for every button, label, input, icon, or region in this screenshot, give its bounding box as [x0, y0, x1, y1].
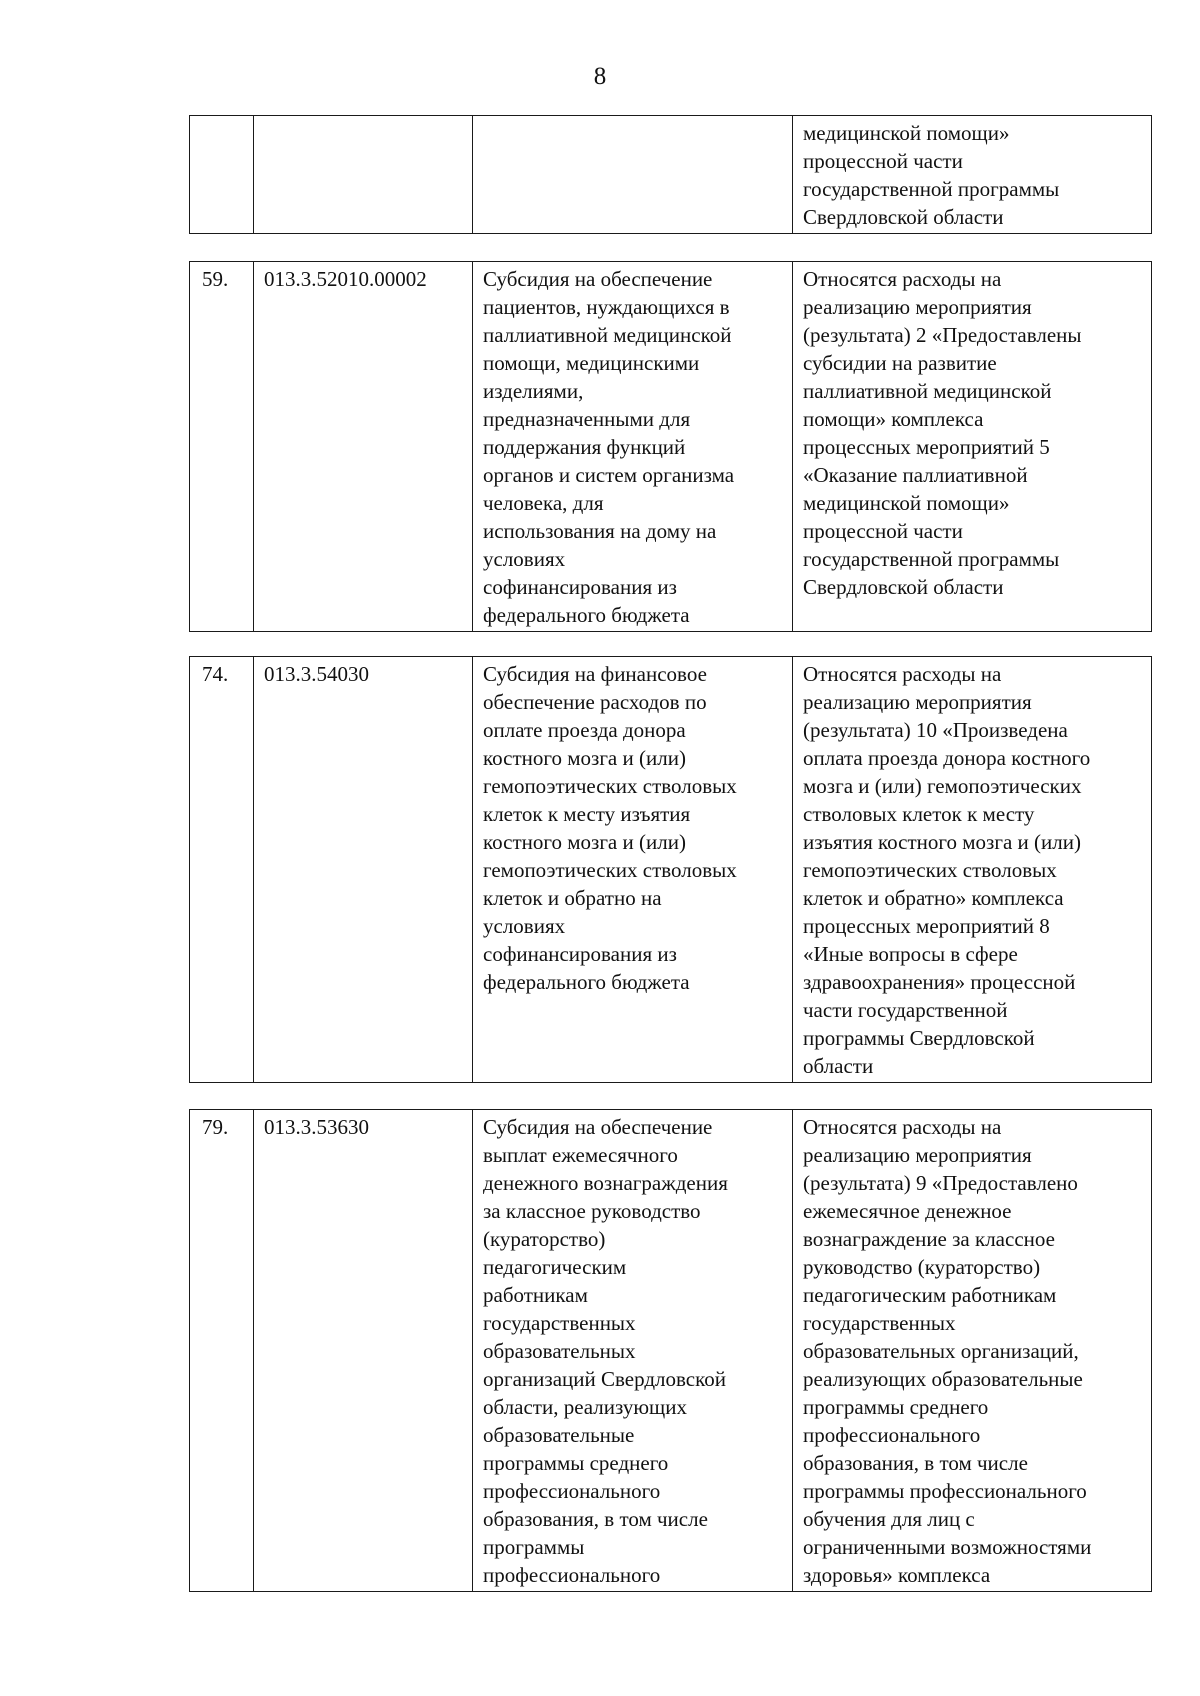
code-cell: 013.3.54030: [254, 657, 473, 1083]
code-cell: 013.3.52010.00002: [254, 262, 473, 632]
table-row: [190, 1110, 1152, 1592]
row-number-cell: [190, 116, 254, 234]
description-cell: Субсидия на обеспечение пациентов, нуждающихся в паллиативной медицинской помощи, медицинскими изделиями, предназначенными для поддержания функций органов и систем организма человека, для использования на дому на условиях софинансирования из федерального бюджета: [473, 262, 793, 632]
table-fragment-row-59: [189, 261, 1152, 632]
table-row: [190, 657, 1152, 1083]
note-cell: Относятся расходы на реализацию мероприятия (результата) 10 «Произведена оплата проезда донора костного мозга и (или) гемопоэтических стволовых клеток к месту изъятия костного мозга и (или) гемопоэтических стволовых клеток и обратно» комплекса процессных мероприятий 8 «Иные вопросы в сфере здравоохранения» процессной части государственной программы Свердловской области: [793, 657, 1152, 1083]
page-number: 8: [593, 63, 607, 90]
table-row: [190, 116, 1152, 234]
row-number-cell: 79.: [190, 1110, 254, 1592]
note-cell: Относятся расходы на реализацию мероприятия (результата) 2 «Предоставлены субсидии на развитие паллиативной медицинской помощи» комплекса процессных мероприятий 5 «Оказание паллиативной медицинской помощи» процессной части государственной программы Свердловской области: [793, 262, 1152, 632]
row-number-cell: 74.: [190, 657, 254, 1083]
table-fragment-row-74: [189, 656, 1152, 1083]
note-cell: Относятся расходы на реализацию мероприятия (результата) 9 «Предоставлено ежемесячное денежное вознаграждение за классное руководство (кураторство) педагогическим работникам государственных образовательных организаций, реализующих образовательные программы среднего профессионального образования, в том числе программы профессионального обучения для лиц с ограниченными возможностями здоровья» комплекса: [793, 1110, 1152, 1592]
table-fragment-continued: [189, 115, 1152, 234]
code-cell: 013.3.53630: [254, 1110, 473, 1592]
description-cell: Субсидия на финансовое обеспечение расходов по оплате проезда донора костного мозга и (или) гемопоэтических стволовых клеток к месту изъятия костного мозга и (или) гемопоэтических стволовых клеток и обратно на условиях софинансирования из федерального бюджета: [473, 657, 793, 1083]
note-cell: медицинской помощи» процессной части государственной программы Свердловской области: [793, 116, 1152, 234]
table-row: [190, 262, 1152, 632]
code-cell: [254, 116, 473, 234]
table-fragment-row-79: [189, 1109, 1152, 1592]
description-cell: [473, 116, 793, 234]
description-cell: Субсидия на обеспечение выплат ежемесячного денежного вознаграждения за классное руководство (кураторство) педагогическим работникам государственных образовательных организаций Свердловской области, реализующих образовательные программы среднего профессионального образования, в том числе программы профессионального: [473, 1110, 793, 1592]
row-number-cell: 59.: [190, 262, 254, 632]
